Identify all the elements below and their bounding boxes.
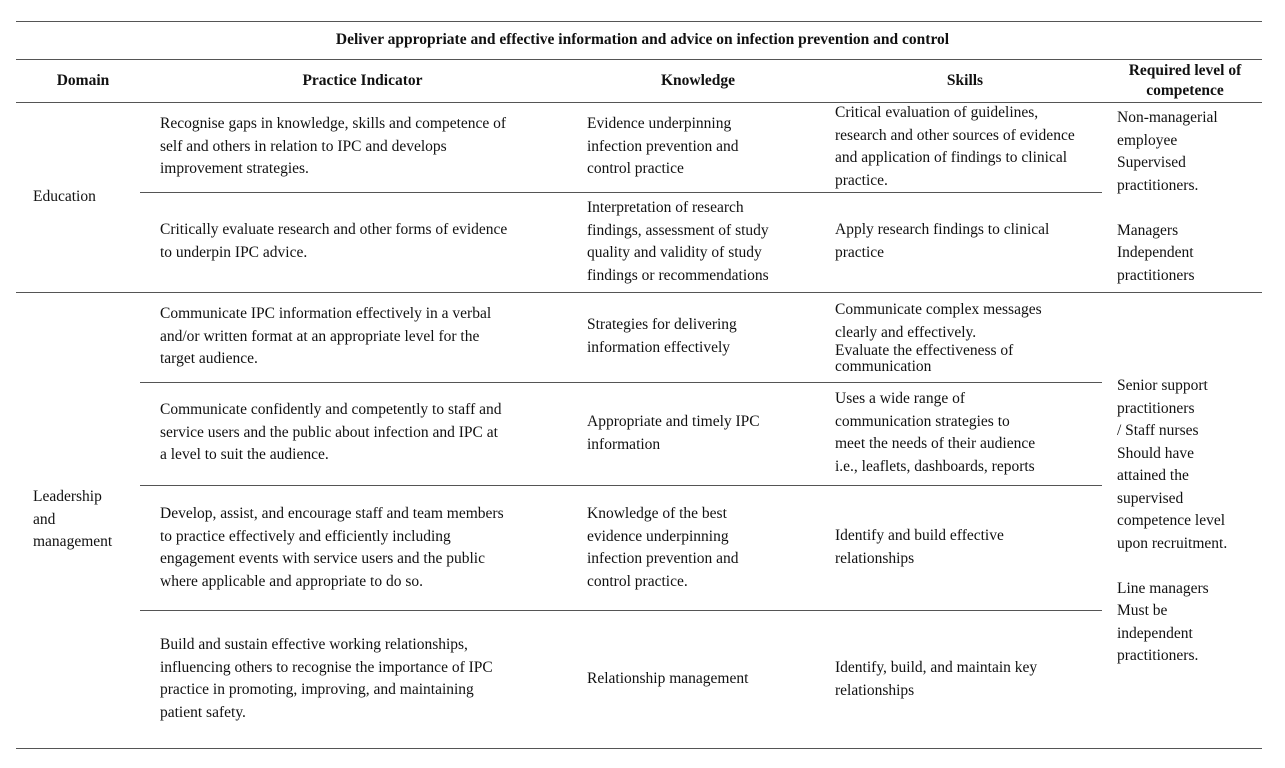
domain-education: Education bbox=[33, 188, 96, 205]
table-top-rule bbox=[16, 21, 1262, 22]
leadership-row-divider-3 bbox=[140, 610, 1102, 611]
header-knowledge: Knowledge bbox=[660, 72, 736, 89]
leadership-row-4-skills: Identify, build, and maintain key relationships bbox=[835, 659, 1038, 699]
leadership-row-3-skills: Identify and build effective relationships bbox=[835, 527, 1004, 567]
header-competence-line-1: Required level of bbox=[1128, 62, 1242, 79]
header-practice-indicator: Practice Indicator bbox=[302, 72, 423, 89]
education-row-2-skills: Apply research findings to clinical practice bbox=[835, 221, 1050, 261]
education-row-1-knowledge: Evidence underpinning infection prevention and control practice bbox=[587, 115, 739, 177]
header-competence-line-2: competence bbox=[1146, 82, 1224, 99]
header-skills: Skills bbox=[946, 72, 984, 89]
leadership-row-divider-2 bbox=[140, 485, 1102, 486]
leadership-row-1-skills-extra: Evaluate the effectiveness of communication bbox=[835, 342, 1014, 375]
education-row-1-skills: Critical evaluation of guidelines, research and other sources of evidence and application of findings to clinical practice. bbox=[835, 104, 1075, 189]
leadership-row-3-knowledge: Knowledge of the best evidence underpinning infection prevention and control practice. bbox=[587, 505, 739, 590]
leadership-row-1-skills: Communicate complex messages clearly and effectively. bbox=[835, 301, 1042, 341]
domain-leadership: Leadership and management bbox=[33, 488, 113, 550]
leadership-row-divider-1 bbox=[140, 382, 1102, 383]
leadership-row-2-knowledge: Appropriate and timely IPC information bbox=[587, 413, 760, 453]
header-rule bbox=[16, 102, 1262, 103]
section-divider bbox=[16, 292, 1262, 293]
leadership-row-3-indicator: Develop, assist, and encourage staff and team members to practice effectively and efficiently including engagement events with service users and the public where applicable and appropriate to do so. bbox=[160, 505, 504, 590]
header-competence bbox=[1108, 61, 1262, 101]
leadership-row-1-knowledge: Strategies for delivering information effectively bbox=[587, 316, 737, 356]
leadership-row-2-skills: Uses a wide range of communication strategies to meet the needs of their audience i.e., leaflets, dashboards, reports bbox=[835, 390, 1036, 475]
table-title: Deliver appropriate and effective information and advice on infection prevention and control bbox=[335, 31, 950, 48]
education-row-2-knowledge: Interpretation of research findings, assessment of study quality and validity of study findings or recommendations bbox=[587, 199, 769, 284]
leadership-row-4-indicator: Build and sustain effective working relationships, influencing others to recognise the importance of IPC practice in promoting, improving, and maintaining patient safety. bbox=[160, 636, 493, 721]
education-row-1-indicator: Recognise gaps in knowledge, skills and competence of self and others in relation to IPC and develops improvement strategies. bbox=[160, 115, 507, 177]
title-rule bbox=[16, 59, 1262, 60]
education-row-divider bbox=[140, 192, 1102, 193]
leadership-competence: Senior support practitioners / Staff nurses Should have attained the supervised competence level upon recruitment. Line managers Must be independent practitioners. bbox=[1117, 377, 1228, 664]
leadership-row-1-indicator: Communicate IPC information effectively in a verbal and/or written format at an appropriate level for the target audience. bbox=[160, 305, 492, 367]
education-competence: Non-managerial employee Supervised practitioners. Managers Independent practitioners bbox=[1117, 109, 1218, 284]
table-bottom-rule bbox=[16, 748, 1262, 749]
education-row-2-indicator: Critically evaluate research and other forms of evidence to underpin IPC advice. bbox=[160, 221, 508, 261]
leadership-row-4-knowledge: Relationship management bbox=[587, 670, 749, 687]
header-domain: Domain bbox=[56, 72, 110, 89]
leadership-row-2-indicator: Communicate confidently and competently to staff and service users and the public about infection and IPC at a level to suit the audience. bbox=[160, 401, 502, 463]
